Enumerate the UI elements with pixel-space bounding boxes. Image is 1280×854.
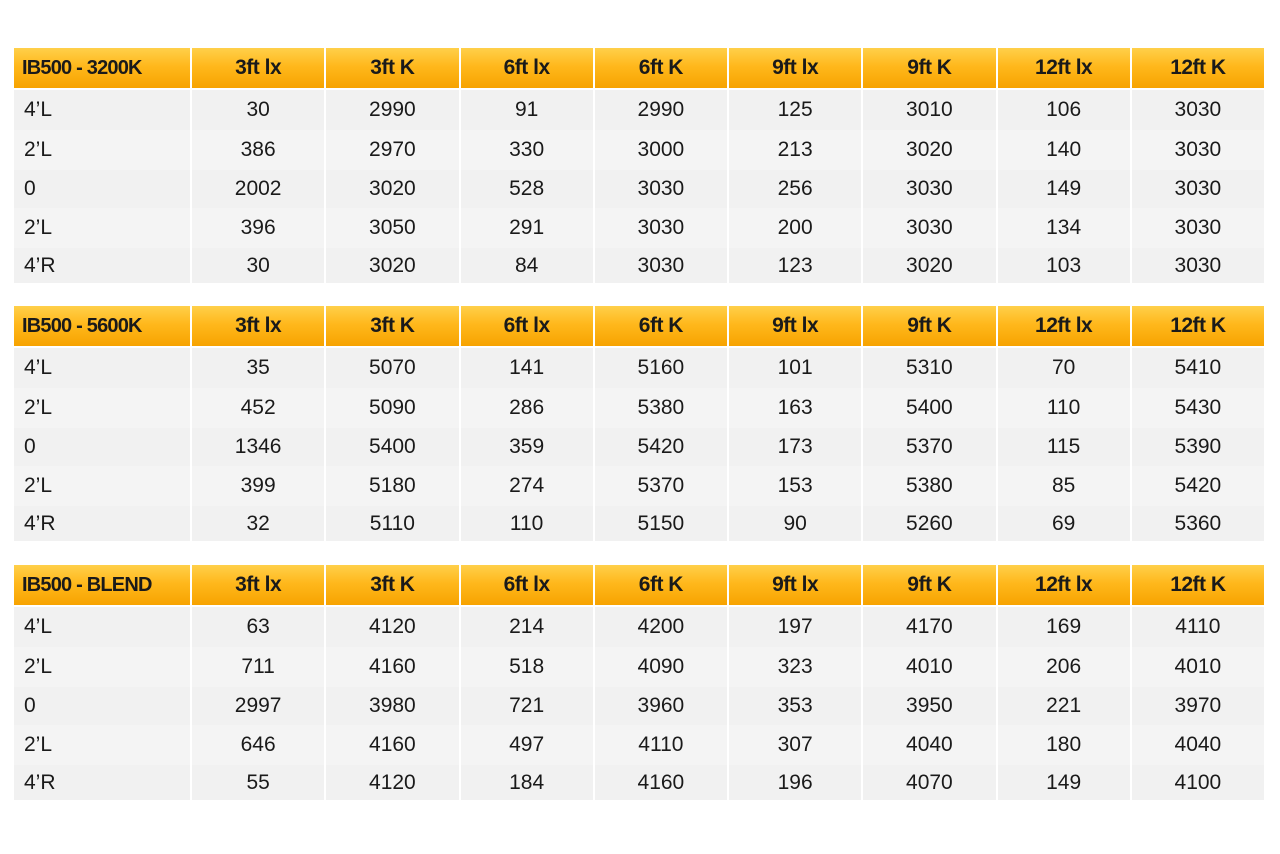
table-cell: 3960 — [593, 687, 727, 725]
table-cell: 30 — [190, 88, 324, 130]
table-cell: 3030 — [861, 208, 995, 248]
row-label: 4’L — [14, 88, 190, 130]
table-cell: 91 — [459, 88, 593, 130]
row-label: 4’L — [14, 346, 190, 388]
table-cell: 110 — [459, 506, 593, 541]
table-cell: 206 — [996, 647, 1130, 687]
table-cell: 3030 — [593, 248, 727, 283]
row-label: 2’L — [14, 208, 190, 248]
table-cell: 85 — [996, 466, 1130, 506]
table-cell: 386 — [190, 130, 324, 170]
row-label: 0 — [14, 170, 190, 208]
table-cell: 528 — [459, 170, 593, 208]
table-cell: 5420 — [1130, 466, 1264, 506]
table-cell: 3030 — [593, 170, 727, 208]
table-cell: 256 — [727, 170, 861, 208]
column-header: 12ft K — [1130, 565, 1264, 605]
table-cell: 5260 — [861, 506, 995, 541]
table-cell: 3020 — [324, 170, 458, 208]
column-header: 12ft lx — [996, 48, 1130, 88]
column-header: 12ft K — [1130, 48, 1264, 88]
row-label: 4’R — [14, 506, 190, 541]
table-cell: 4120 — [324, 765, 458, 800]
row-label: 4’L — [14, 605, 190, 647]
data-table — [14, 565, 1264, 800]
table-cell: 184 — [459, 765, 593, 800]
table-cell: 5150 — [593, 506, 727, 541]
table-cell: 330 — [459, 130, 593, 170]
table-cell: 721 — [459, 687, 593, 725]
row-label: 2’L — [14, 466, 190, 506]
table-cell: 5430 — [1130, 388, 1264, 428]
row-label: 2’L — [14, 647, 190, 687]
table-cell: 115 — [996, 428, 1130, 466]
column-header: 6ft K — [593, 306, 727, 346]
table-cell: 5400 — [324, 428, 458, 466]
table-cell: 518 — [459, 647, 593, 687]
table-cell: 3020 — [324, 248, 458, 283]
column-header: 12ft lx — [996, 565, 1130, 605]
column-header: 6ft lx — [459, 306, 593, 346]
table-cell: 197 — [727, 605, 861, 647]
table-cell: 2970 — [324, 130, 458, 170]
table-cell: 2002 — [190, 170, 324, 208]
table-cell: 5370 — [593, 466, 727, 506]
column-header: 3ft lx — [190, 565, 324, 605]
table-cell: 3020 — [861, 130, 995, 170]
table-cell: 5400 — [861, 388, 995, 428]
table-cell: 106 — [996, 88, 1130, 130]
table-cell: 274 — [459, 466, 593, 506]
row-label: 2’L — [14, 388, 190, 428]
data-table — [14, 48, 1264, 283]
table-cell: 213 — [727, 130, 861, 170]
table-cell: 3030 — [1130, 88, 1264, 130]
table-cell: 5180 — [324, 466, 458, 506]
table-cell: 5380 — [593, 388, 727, 428]
table-cell: 70 — [996, 346, 1130, 388]
table-title: IB500 - BLEND — [14, 565, 190, 605]
table-cell: 5380 — [861, 466, 995, 506]
table-cell: 30 — [190, 248, 324, 283]
row-label: 4’R — [14, 765, 190, 800]
table-cell: 125 — [727, 88, 861, 130]
table-cell: 3030 — [861, 170, 995, 208]
table-cell: 3970 — [1130, 687, 1264, 725]
table-cell: 3000 — [593, 130, 727, 170]
row-label: 2’L — [14, 725, 190, 765]
table-cell: 5360 — [1130, 506, 1264, 541]
table-cell: 4170 — [861, 605, 995, 647]
table-cell: 2990 — [593, 88, 727, 130]
column-header: 3ft K — [324, 48, 458, 88]
table-cell: 169 — [996, 605, 1130, 647]
table-cell: 55 — [190, 765, 324, 800]
table-cell: 4040 — [861, 725, 995, 765]
table-cell: 141 — [459, 346, 593, 388]
table-cell: 5160 — [593, 346, 727, 388]
table-cell: 221 — [996, 687, 1130, 725]
table-cell: 5370 — [861, 428, 995, 466]
table-cell: 3030 — [1130, 170, 1264, 208]
table-cell: 149 — [996, 765, 1130, 800]
column-header: 6ft lx — [459, 48, 593, 88]
table-cell: 1346 — [190, 428, 324, 466]
table-cell: 4010 — [861, 647, 995, 687]
row-label: 0 — [14, 687, 190, 725]
table-cell: 149 — [996, 170, 1130, 208]
table-cell: 110 — [996, 388, 1130, 428]
column-header: 9ft K — [861, 306, 995, 346]
column-header: 9ft lx — [727, 565, 861, 605]
row-label: 2’L — [14, 130, 190, 170]
table-cell: 163 — [727, 388, 861, 428]
table-cell: 173 — [727, 428, 861, 466]
table-cell: 4110 — [1130, 605, 1264, 647]
table-cell: 4090 — [593, 647, 727, 687]
table-cell: 3020 — [861, 248, 995, 283]
table-cell: 5110 — [324, 506, 458, 541]
data-table — [14, 306, 1264, 541]
table-cell: 5420 — [593, 428, 727, 466]
column-header: 9ft K — [861, 565, 995, 605]
table-cell: 69 — [996, 506, 1130, 541]
table-cell: 3950 — [861, 687, 995, 725]
table-cell: 646 — [190, 725, 324, 765]
table-cell: 307 — [727, 725, 861, 765]
table-title: IB500 - 5600K — [14, 306, 190, 346]
row-label: 0 — [14, 428, 190, 466]
table-cell: 2997 — [190, 687, 324, 725]
column-header: 3ft lx — [190, 48, 324, 88]
column-header: 3ft K — [324, 565, 458, 605]
table-cell: 84 — [459, 248, 593, 283]
table-cell: 63 — [190, 605, 324, 647]
table-cell: 4160 — [324, 647, 458, 687]
table-cell: 103 — [996, 248, 1130, 283]
table-cell: 3030 — [593, 208, 727, 248]
table-cell: 4200 — [593, 605, 727, 647]
table-cell: 3030 — [1130, 208, 1264, 248]
table-cell: 4100 — [1130, 765, 1264, 800]
column-header: 9ft K — [861, 48, 995, 88]
column-header: 6ft K — [593, 48, 727, 88]
table-cell: 4160 — [324, 725, 458, 765]
table-cell: 291 — [459, 208, 593, 248]
table-cell: 2990 — [324, 88, 458, 130]
table-cell: 5090 — [324, 388, 458, 428]
column-header: 12ft K — [1130, 306, 1264, 346]
table-cell: 353 — [727, 687, 861, 725]
table-cell: 4070 — [861, 765, 995, 800]
table-cell: 399 — [190, 466, 324, 506]
row-label: 4’R — [14, 248, 190, 283]
table-cell: 196 — [727, 765, 861, 800]
table-cell: 3030 — [1130, 248, 1264, 283]
table-cell: 5390 — [1130, 428, 1264, 466]
table-cell: 123 — [727, 248, 861, 283]
table-cell: 140 — [996, 130, 1130, 170]
table-cell: 90 — [727, 506, 861, 541]
column-header: 12ft lx — [996, 306, 1130, 346]
table-cell: 4160 — [593, 765, 727, 800]
table-cell: 4010 — [1130, 647, 1264, 687]
table-cell: 4120 — [324, 605, 458, 647]
table-cell: 3030 — [1130, 130, 1264, 170]
table-cell: 4110 — [593, 725, 727, 765]
table-cell: 32 — [190, 506, 324, 541]
table-cell: 5070 — [324, 346, 458, 388]
table-cell: 134 — [996, 208, 1130, 248]
table-cell: 101 — [727, 346, 861, 388]
table-cell: 5410 — [1130, 346, 1264, 388]
table-cell: 452 — [190, 388, 324, 428]
table-cell: 4040 — [1130, 725, 1264, 765]
table-cell: 711 — [190, 647, 324, 687]
table-cell: 35 — [190, 346, 324, 388]
table-cell: 286 — [459, 388, 593, 428]
table-cell: 200 — [727, 208, 861, 248]
table-cell: 180 — [996, 725, 1130, 765]
table-cell: 153 — [727, 466, 861, 506]
table-cell: 396 — [190, 208, 324, 248]
table-cell: 359 — [459, 428, 593, 466]
column-header: 6ft K — [593, 565, 727, 605]
table-cell: 323 — [727, 647, 861, 687]
table-cell: 3050 — [324, 208, 458, 248]
table-cell: 497 — [459, 725, 593, 765]
column-header: 9ft lx — [727, 306, 861, 346]
table-cell: 5310 — [861, 346, 995, 388]
column-header: 9ft lx — [727, 48, 861, 88]
table-title: IB500 - 3200K — [14, 48, 190, 88]
table-cell: 3980 — [324, 687, 458, 725]
column-header: 6ft lx — [459, 565, 593, 605]
table-cell: 3010 — [861, 88, 995, 130]
column-header: 3ft K — [324, 306, 458, 346]
table-cell: 214 — [459, 605, 593, 647]
column-header: 3ft lx — [190, 306, 324, 346]
